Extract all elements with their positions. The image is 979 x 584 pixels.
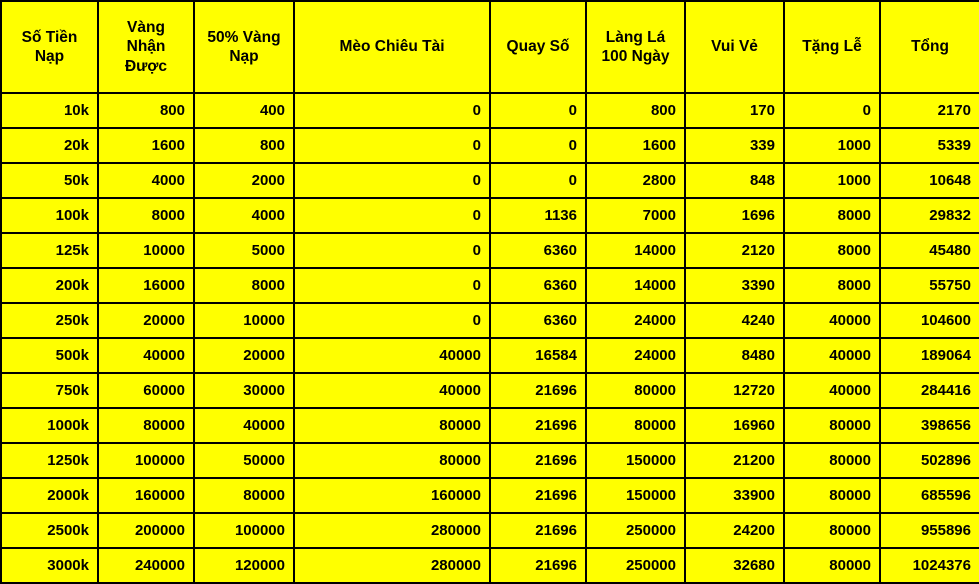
cell-vang-nhan-duoc: 20000: [98, 303, 194, 338]
cell-vang-nhan-duoc: 60000: [98, 373, 194, 408]
cell-tier: 2500k: [1, 513, 98, 548]
cell-lang-la: 24000: [586, 338, 685, 373]
column-header-vang-nhan-duoc: Vàng Nhận Được: [98, 1, 194, 93]
column-header-meo-chieu-tai: Mèo Chiêu Tài: [294, 1, 490, 93]
cell-tong: 104600: [880, 303, 979, 338]
cell-tier: 10k: [1, 93, 98, 128]
cell-tier: 3000k: [1, 548, 98, 583]
cell-quay-so: 21696: [490, 513, 586, 548]
cell-tong: 955896: [880, 513, 979, 548]
cell-tang-le: 1000: [784, 128, 880, 163]
cell-50-vang-nap: 40000: [194, 408, 294, 443]
cell-lang-la: 800: [586, 93, 685, 128]
cell-vang-nhan-duoc: 16000: [98, 268, 194, 303]
cell-tier: 1000k: [1, 408, 98, 443]
cell-50-vang-nap: 400: [194, 93, 294, 128]
cell-tong: 685596: [880, 478, 979, 513]
cell-quay-so: 21696: [490, 443, 586, 478]
header-row: [1, 1, 979, 93]
cell-tier: 500k: [1, 338, 98, 373]
cell-vui-ve: 339: [685, 128, 784, 163]
cell-tong: 502896: [880, 443, 979, 478]
cell-meo-chieu-tai: 0: [294, 93, 490, 128]
cell-50-vang-nap: 800: [194, 128, 294, 163]
cell-tang-le: 1000: [784, 163, 880, 198]
cell-quay-so: 0: [490, 128, 586, 163]
cell-tier: 100k: [1, 198, 98, 233]
cell-quay-so: 21696: [490, 478, 586, 513]
cell-meo-chieu-tai: 0: [294, 233, 490, 268]
cell-vui-ve: 848: [685, 163, 784, 198]
cell-meo-chieu-tai: 40000: [294, 373, 490, 408]
cell-vui-ve: 12720: [685, 373, 784, 408]
cell-tong: 45480: [880, 233, 979, 268]
cell-tier: 50k: [1, 163, 98, 198]
table-row: [1, 408, 979, 443]
cell-meo-chieu-tai: 0: [294, 268, 490, 303]
cell-tong: 55750: [880, 268, 979, 303]
table-header: [1, 1, 979, 93]
column-header-50-vang-nap: 50% Vàng Nạp: [194, 1, 294, 93]
table-row: [1, 128, 979, 163]
cell-vang-nhan-duoc: 40000: [98, 338, 194, 373]
cell-tang-le: 80000: [784, 408, 880, 443]
cell-tang-le: 80000: [784, 443, 880, 478]
cell-vang-nhan-duoc: 240000: [98, 548, 194, 583]
table-row: [1, 163, 979, 198]
cell-vang-nhan-duoc: 1600: [98, 128, 194, 163]
cell-vang-nhan-duoc: 80000: [98, 408, 194, 443]
table-row: [1, 513, 979, 548]
cell-vui-ve: 24200: [685, 513, 784, 548]
cell-50-vang-nap: 100000: [194, 513, 294, 548]
cell-tang-le: 40000: [784, 303, 880, 338]
cell-50-vang-nap: 5000: [194, 233, 294, 268]
cell-lang-la: 14000: [586, 268, 685, 303]
cell-quay-so: 21696: [490, 408, 586, 443]
column-header-vui-ve: Vui Vẻ: [685, 1, 784, 93]
column-header-lang-la-100-ngay: Làng Lá 100 Ngày: [586, 1, 685, 93]
cell-quay-so: 16584: [490, 338, 586, 373]
cell-meo-chieu-tai: 80000: [294, 443, 490, 478]
cell-vui-ve: 2120: [685, 233, 784, 268]
cell-lang-la: 24000: [586, 303, 685, 338]
cell-vui-ve: 3390: [685, 268, 784, 303]
table-row: [1, 548, 979, 583]
cell-tong: 284416: [880, 373, 979, 408]
cell-tang-le: 40000: [784, 338, 880, 373]
cell-vui-ve: 8480: [685, 338, 784, 373]
cell-tang-le: 80000: [784, 478, 880, 513]
cell-lang-la: 150000: [586, 443, 685, 478]
table-row: [1, 338, 979, 373]
cell-tier: 1250k: [1, 443, 98, 478]
cell-50-vang-nap: 50000: [194, 443, 294, 478]
cell-tang-le: 8000: [784, 198, 880, 233]
cell-tang-le: 80000: [784, 548, 880, 583]
cell-meo-chieu-tai: 0: [294, 128, 490, 163]
table-row: [1, 373, 979, 408]
column-header-tang-le: Tặng Lễ: [784, 1, 880, 93]
cell-50-vang-nap: 80000: [194, 478, 294, 513]
cell-vang-nhan-duoc: 200000: [98, 513, 194, 548]
cell-vang-nhan-duoc: 800: [98, 93, 194, 128]
cell-vui-ve: 33900: [685, 478, 784, 513]
cell-lang-la: 250000: [586, 513, 685, 548]
cell-lang-la: 150000: [586, 478, 685, 513]
cell-lang-la: 2800: [586, 163, 685, 198]
cell-quay-so: 6360: [490, 303, 586, 338]
cell-tier: 2000k: [1, 478, 98, 513]
cell-tang-le: 80000: [784, 513, 880, 548]
cell-lang-la: 80000: [586, 408, 685, 443]
cell-lang-la: 1600: [586, 128, 685, 163]
cell-50-vang-nap: 2000: [194, 163, 294, 198]
cell-tong: 5339: [880, 128, 979, 163]
cell-meo-chieu-tai: 80000: [294, 408, 490, 443]
cell-meo-chieu-tai: 160000: [294, 478, 490, 513]
table-row: [1, 268, 979, 303]
cell-tong: 398656: [880, 408, 979, 443]
table-row: [1, 303, 979, 338]
cell-meo-chieu-tai: 0: [294, 303, 490, 338]
cell-meo-chieu-tai: 280000: [294, 548, 490, 583]
cell-tier: 750k: [1, 373, 98, 408]
cell-meo-chieu-tai: 280000: [294, 513, 490, 548]
cell-vui-ve: 170: [685, 93, 784, 128]
cell-tang-le: 40000: [784, 373, 880, 408]
column-header-quay-so: Quay Số: [490, 1, 586, 93]
cell-50-vang-nap: 4000: [194, 198, 294, 233]
cell-vui-ve: 1696: [685, 198, 784, 233]
cell-quay-so: 0: [490, 163, 586, 198]
cell-tong: 2170: [880, 93, 979, 128]
cell-vang-nhan-duoc: 10000: [98, 233, 194, 268]
cell-vang-nhan-duoc: 8000: [98, 198, 194, 233]
cell-vang-nhan-duoc: 100000: [98, 443, 194, 478]
cell-meo-chieu-tai: 40000: [294, 338, 490, 373]
cell-lang-la: 80000: [586, 373, 685, 408]
table-row: [1, 198, 979, 233]
cell-vang-nhan-duoc: 4000: [98, 163, 194, 198]
cell-vui-ve: 21200: [685, 443, 784, 478]
table-body: [1, 93, 979, 583]
cell-tang-le: 8000: [784, 268, 880, 303]
cell-vui-ve: 16960: [685, 408, 784, 443]
column-header-tong: Tổng: [880, 1, 979, 93]
cell-50-vang-nap: 30000: [194, 373, 294, 408]
table-row: [1, 478, 979, 513]
cell-lang-la: 250000: [586, 548, 685, 583]
cell-vui-ve: 32680: [685, 548, 784, 583]
cell-quay-so: 6360: [490, 233, 586, 268]
cell-tier: 125k: [1, 233, 98, 268]
cell-quay-so: 0: [490, 93, 586, 128]
cell-50-vang-nap: 120000: [194, 548, 294, 583]
cell-tong: 1024376: [880, 548, 979, 583]
cell-tier: 200k: [1, 268, 98, 303]
cell-tong: 29832: [880, 198, 979, 233]
column-header-so-tien-nap: Số Tiền Nạp: [1, 1, 98, 93]
cell-tang-le: 8000: [784, 233, 880, 268]
cell-lang-la: 14000: [586, 233, 685, 268]
table-row: [1, 93, 979, 128]
cell-meo-chieu-tai: 0: [294, 163, 490, 198]
cell-meo-chieu-tai: 0: [294, 198, 490, 233]
table-row: [1, 443, 979, 478]
cell-50-vang-nap: 20000: [194, 338, 294, 373]
cell-quay-so: 1136: [490, 198, 586, 233]
cell-50-vang-nap: 8000: [194, 268, 294, 303]
cell-quay-so: 21696: [490, 548, 586, 583]
cell-50-vang-nap: 10000: [194, 303, 294, 338]
cell-tong: 10648: [880, 163, 979, 198]
cell-lang-la: 7000: [586, 198, 685, 233]
table-row: [1, 233, 979, 268]
cell-tong: 189064: [880, 338, 979, 373]
cell-tier: 250k: [1, 303, 98, 338]
cell-quay-so: 6360: [490, 268, 586, 303]
cell-vang-nhan-duoc: 160000: [98, 478, 194, 513]
cell-vui-ve: 4240: [685, 303, 784, 338]
cell-quay-so: 21696: [490, 373, 586, 408]
cell-tier: 20k: [1, 128, 98, 163]
cell-tang-le: 0: [784, 93, 880, 128]
